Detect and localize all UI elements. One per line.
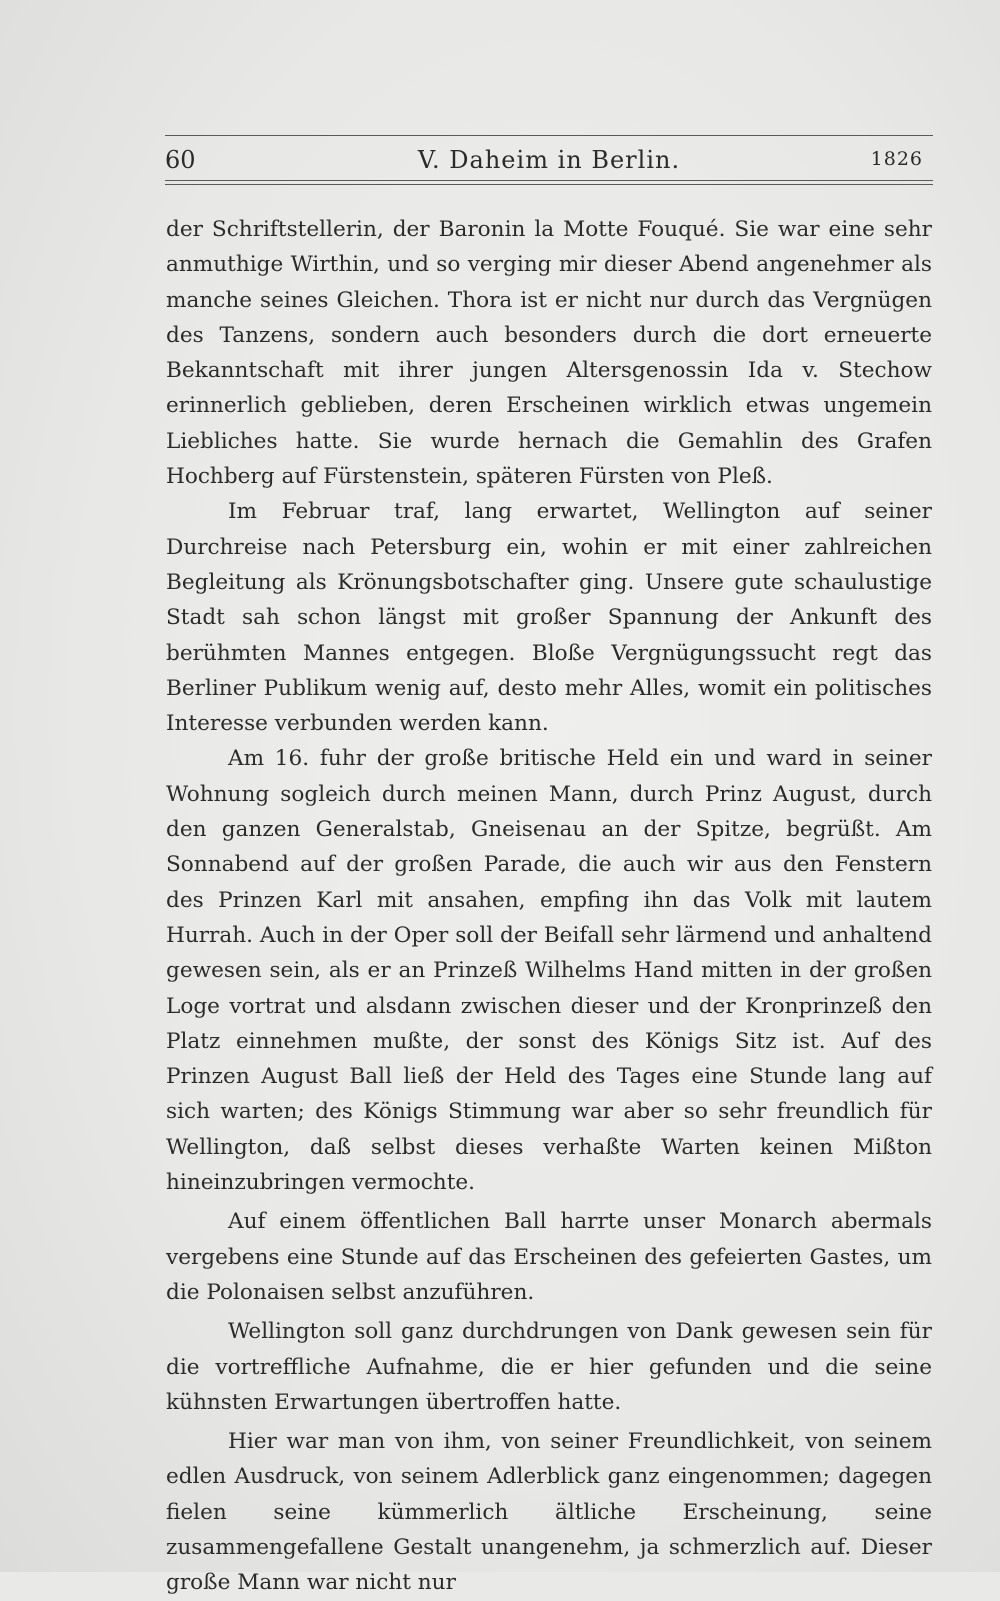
header-top-rule — [165, 135, 933, 136]
body-text — [166, 212, 932, 1601]
header-year: 1826 — [870, 148, 923, 170]
paragraph: Wellington soll ganz durchdrungen von Dank gewesen sein für die vortreffliche Aufnahme, die er hier gefunden und die seine kühnsten Erwartungen übertroffen hatte. — [166, 1319, 932, 1415]
header-bottom-rule — [165, 180, 933, 181]
paragraph: Hier war man von ihm, von seiner Freundlichkeit, von seinem edlen Ausdruck, von seinem Adlerblick ganz eingenommen; dagegen fielen seine kümmerlich ältliche Erscheinung, seine zusammengefallene Gestalt unangenehm, ja schmerzlich auf. Dieser große Mann war nicht nur — [166, 1429, 932, 1596]
header-bottom-rule-double — [165, 184, 933, 185]
paragraph: Im Februar traf, lang erwartet, Wellington auf seiner Durchreise nach Petersburg ein, wohin er mit einer zahlreichen Begleitung als Krönungsbotschafter ging. Unsere gute schaulustige Stadt sah schon längst mit großer Spannung der Ankunft des berühmten Mannes entgegen. Bloße Vergnügungssucht regt das Berliner Publikum wenig auf, desto mehr Alles, womit ein politisches Interesse verbunden werden kann. — [166, 499, 932, 737]
running-head — [165, 144, 933, 178]
chapter-title: V. Daheim in Berlin. — [417, 146, 681, 174]
page-number: 60 — [165, 146, 196, 174]
paragraph: Am 16. fuhr der große britische Held ein und ward in seiner Wohnung sogleich durch meinen Mann, durch Prinz August, durch den ganzen Generalstab, Gneisenau an der Spitze, begrüßt. Am Sonnabend auf der großen Parade, die auch wir aus den Fenstern des Prinzen Karl mit ansahen, empfing ihn das Volk mit lautem Hurrah. Auch in der Oper soll der Beifall sehr lärmend und anhaltend gewesen sein, als er an Prinzeß Wilhelms Hand mitten in der großen Loge vortrat und alsdann zwischen dieser und der Kronprinzeß den Platz einnehmen mußte, der sonst des Königs Sitz ist. Auf des Prinzen August Ball ließ der Held des Tages eine Stunde lang auf sich warten; des Königs Stimmung war aber so sehr freundlich für Wellington, daß selbst dieses verhaßte Warten keinen Mißton hineinzubringen vermochte. — [166, 746, 932, 1196]
paragraph: der Schriftstellerin, der Baronin la Motte Fouqué. Sie war eine sehr anmuthige Wirthin, und so verging mir dieser Abend angenehmer als manche seines Gleichen. Thora ist er nicht nur durch das Vergnügen des Tanzens, sondern auch besonders durch die dort erneuerte Bekanntschaft mit ihrer jungen Altersgenossin Ida v. Stechow erinnerlich geblieben, deren Erscheinen wirklich etwas ungemein Liebliches hatte. Sie wurde hernach die Gemahlin des Grafen Hochberg auf Fürstenstein, späteren Fürsten von Pleß. — [166, 217, 932, 490]
paragraph: Auf einem öffentlichen Ball harrte unser Monarch abermals vergebens eine Stunde auf das Erscheinen des gefeierten Gastes, um die Polonaisen selbst anzuführen. — [166, 1209, 932, 1305]
